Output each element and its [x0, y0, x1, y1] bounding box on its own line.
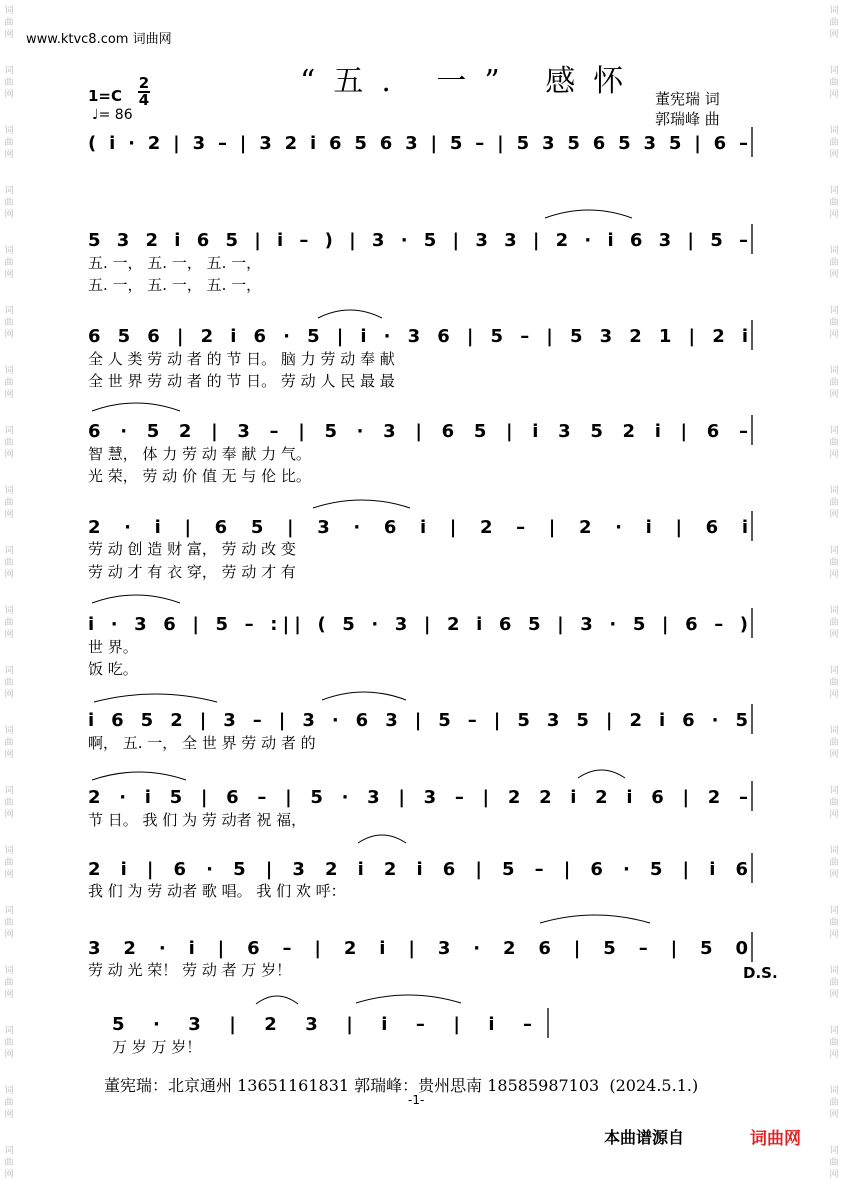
lyric-line: 饭 吃。: [88, 660, 138, 678]
watermark-char: 曲: [829, 558, 839, 568]
watermark-char: 网: [4, 1050, 14, 1060]
lyricist-credit: 董宪瑞 词: [655, 90, 720, 108]
watermark-char: 词: [4, 426, 14, 436]
watermark-char: 词: [829, 966, 839, 976]
slur-arc: [356, 995, 461, 1003]
watermark-char: 曲: [829, 198, 839, 208]
watermark-char: 词: [829, 846, 839, 856]
watermark-char: 网: [4, 90, 14, 100]
lyric-line: 五. 一， 五. 一， 五. 一，: [88, 254, 262, 272]
lyric-line: 我 们 为 劳 动者 歌 唱。 我 们 欢 呼：: [88, 882, 346, 900]
composer-credit: 郭瑞峰 曲: [655, 110, 720, 128]
watermark-char: 曲: [829, 918, 839, 928]
watermark-char: 网: [4, 1170, 14, 1180]
watermark-char: 网: [4, 690, 14, 700]
slur-arc: [313, 500, 410, 508]
watermark-char: 曲: [4, 558, 14, 568]
watermark-char: 网: [829, 330, 839, 340]
notation-row: i · 3 6 | 5 – :|| ( 5 · 3 | 2 i 6 5 | 3 · 5 | 6 – ): [88, 614, 748, 635]
watermark-char: 网: [829, 690, 839, 700]
watermark-char: 词: [4, 1086, 14, 1096]
watermark-char: 曲: [4, 78, 14, 88]
watermark-char: 词: [829, 906, 839, 916]
watermark-char: 网: [829, 930, 839, 940]
slur-arc: [545, 210, 632, 218]
slur-arc: [358, 835, 406, 843]
watermark-char: 词: [829, 306, 839, 316]
watermark-char: 词: [829, 726, 839, 736]
watermark-char: 网: [829, 750, 839, 760]
watermark-char: 词: [4, 966, 14, 976]
watermark-char: 词: [829, 1086, 839, 1096]
watermark-char: 词: [4, 786, 14, 796]
watermark-char: 曲: [829, 138, 839, 148]
lyric-line: 劳 动 创 造 财 富， 劳 动 改 变: [88, 540, 296, 558]
watermark-char: 曲: [4, 1038, 14, 1048]
watermark-char: 词: [4, 126, 14, 136]
watermark-char: 曲: [829, 618, 839, 628]
lyric-line: 全 世 界 劳 动 者 的 节 日。 劳 动 人 民 最 最: [88, 372, 395, 390]
brand-logo-text[interactable]: 词曲网: [750, 1129, 801, 1149]
watermark-char: 曲: [4, 1158, 14, 1168]
slur-arc: [322, 692, 406, 700]
watermark-char: 曲: [829, 678, 839, 688]
slur-arc: [578, 770, 625, 778]
watermark-char: 词: [829, 546, 839, 556]
watermark-char: 网: [829, 1170, 839, 1180]
notation-row: 2 i | 6 · 5 | 3 2 i 2 i 6 | 5 – | 6 · 5 | i 6: [88, 859, 748, 880]
key-signature: 1=C: [88, 87, 123, 105]
watermark-char: 网: [829, 150, 839, 160]
lyric-line: 智 慧， 体 力 劳 动 奉 献 力 气。: [88, 445, 311, 463]
watermark-char: 网: [4, 750, 14, 760]
notation-row: 2 · i 5 | 6 – | 5 · 3 | 3 – | 2 2 i 2 i 6 | 2 –: [88, 787, 748, 808]
watermark-char: 曲: [829, 858, 839, 868]
watermark-char: 曲: [4, 738, 14, 748]
watermark-char: 词: [829, 186, 839, 196]
watermark-char: 网: [829, 810, 839, 820]
watermark-char: 网: [829, 270, 839, 280]
lyric-line: 光 荣， 劳 动 价 值 无 与 伦 比。: [88, 467, 311, 485]
watermark-char: 词: [4, 66, 14, 76]
lyric-line: 节 日。 我 们 为 劳 动者 祝 福，: [88, 811, 307, 829]
watermark-char: 网: [829, 210, 839, 220]
watermark-char: 曲: [829, 798, 839, 808]
watermark-char: 词: [4, 1146, 14, 1156]
watermark-char: 词: [4, 6, 14, 16]
watermark-char: 曲: [829, 318, 839, 328]
watermark-char: 曲: [829, 78, 839, 88]
watermark-char: 曲: [829, 498, 839, 508]
watermark-char: 词: [829, 6, 839, 16]
tempo-mark: ♩= 86: [92, 107, 133, 123]
ds-mark: D.S.: [743, 964, 778, 982]
watermark-char: 网: [4, 930, 14, 940]
notation-row: 3 2 · i | 6 – | 2 i | 3 · 2 6 | 5 – | 5 0: [88, 938, 749, 959]
watermark-char: 网: [829, 450, 839, 460]
lyric-line: 万 岁 万 岁！: [112, 1038, 202, 1056]
watermark-char: 词: [829, 1026, 839, 1036]
slur-arc: [256, 996, 298, 1004]
watermark-char: 曲: [829, 18, 839, 28]
slur-arc: [92, 595, 180, 603]
watermark-char: 词: [4, 846, 14, 856]
watermark-char: 词: [829, 246, 839, 256]
watermark-char: 词: [4, 906, 14, 916]
watermark-char: 词: [829, 66, 839, 76]
watermark-char: 网: [4, 810, 14, 820]
watermark-char: 网: [4, 990, 14, 1000]
watermark-char: 曲: [4, 318, 14, 328]
lyric-line: 世 界。: [88, 638, 138, 656]
watermark-char: 曲: [829, 1158, 839, 1168]
watermark-char: 词: [4, 246, 14, 256]
watermark-char: 曲: [4, 498, 14, 508]
watermark-char: 曲: [4, 378, 14, 388]
watermark-char: 词: [829, 426, 839, 436]
notation-row: 5 · 3 | 2 3 | i – | i –: [112, 1014, 532, 1035]
watermark-char: 词: [4, 606, 14, 616]
watermark-char: 曲: [829, 438, 839, 448]
watermark-char: 词: [829, 366, 839, 376]
lyric-line: 啊， 五. 一， 全 世 界 劳 动 者 的: [88, 734, 316, 752]
watermark-char: 曲: [4, 18, 14, 28]
watermark-char: 网: [4, 30, 14, 40]
watermark-char: 网: [4, 210, 14, 220]
watermark-char: 网: [829, 1110, 839, 1120]
watermark-char: 网: [829, 1050, 839, 1060]
watermark-char: 网: [4, 870, 14, 880]
page-number: -1-: [408, 1093, 425, 1107]
watermark-char: 词: [4, 1026, 14, 1036]
notation-row: i 6 5 2 | 3 – | 3 · 6 3 | 5 – | 5 3 5 | 2 i 6 · 5: [88, 710, 748, 731]
watermark-char: 曲: [4, 618, 14, 628]
notation-row: 6 · 5 2 | 3 – | 5 · 3 | 6 5 | i 3 5 2 i | 6 –: [88, 421, 749, 442]
watermark-char: 词: [4, 486, 14, 496]
watermark-char: 词: [4, 186, 14, 196]
slur-arc: [92, 772, 186, 780]
slur-arc: [92, 403, 180, 411]
time-signature-bottom: 4: [138, 91, 150, 109]
watermark-char: 网: [4, 270, 14, 280]
watermark-char: 网: [829, 30, 839, 40]
lyric-line: 全 人 类 劳 动 者 的 节 日。 脑 力 劳 动 奉 献: [88, 350, 395, 368]
source-label: 本曲谱源自: [604, 1128, 685, 1147]
watermark-char: 网: [829, 510, 839, 520]
watermark-char: 网: [4, 150, 14, 160]
notation-row: 2 · i | 6 5 | 3 · 6 i | 2 – | 2 · i | 6 i: [88, 517, 748, 538]
watermark-char: 曲: [4, 198, 14, 208]
watermark-char: 词: [829, 486, 839, 496]
watermark-char: 网: [4, 630, 14, 640]
notation-row: ( i · 2 | 3 – | 3 2 i 6 5 6 3 | 5 – | 5 3 5 6 5 3 5 | 6 –: [88, 133, 749, 154]
watermark-char: 网: [829, 390, 839, 400]
watermark-char: 词: [4, 306, 14, 316]
watermark-char: 词: [829, 786, 839, 796]
watermark-char: 网: [829, 990, 839, 1000]
watermark-char: 曲: [829, 738, 839, 748]
watermark-char: 曲: [4, 978, 14, 988]
watermark-char: 曲: [4, 858, 14, 868]
watermark-char: 曲: [4, 918, 14, 928]
lyric-line: 五. 一， 五. 一， 五. 一，: [88, 276, 262, 294]
watermark-char: 曲: [829, 1098, 839, 1108]
watermark-char: 词: [829, 666, 839, 676]
song-title: “五. 一” 感怀: [300, 64, 642, 99]
slur-arc: [94, 694, 217, 702]
watermark-char: 曲: [829, 258, 839, 268]
watermark-char: 曲: [4, 138, 14, 148]
lyric-line: 劳 动 才 有 衣 穿， 劳 动 才 有: [88, 563, 296, 581]
slur-arc: [318, 310, 382, 318]
watermark-char: 网: [4, 330, 14, 340]
site-url[interactable]: www.ktvc8.com 词曲网: [26, 32, 172, 47]
slur-arc: [540, 915, 650, 923]
watermark-char: 词: [829, 126, 839, 136]
watermark-char: 词: [829, 606, 839, 616]
watermark-char: 曲: [829, 978, 839, 988]
watermark-char: 词: [4, 726, 14, 736]
watermark-char: 网: [829, 570, 839, 580]
watermark-char: 曲: [4, 438, 14, 448]
watermark-char: 词: [4, 666, 14, 676]
watermark-char: 网: [4, 450, 14, 460]
contact-footer: 董宪瑞：北京通州 13651161831 郭瑞峰：贵州思南 18585987103 (2024.5.1.): [104, 1076, 699, 1095]
watermark-char: 网: [4, 570, 14, 580]
time-signature-top: 2: [138, 74, 150, 92]
watermark-char: 网: [4, 390, 14, 400]
notation-row: 6 5 6 | 2 i 6 · 5 | i · 3 6 | 5 – | 5 3 2 1 | 2 i: [88, 326, 749, 347]
watermark-char: 曲: [4, 798, 14, 808]
watermark-char: 网: [829, 630, 839, 640]
watermark-char: 网: [829, 90, 839, 100]
watermark-char: 曲: [4, 1098, 14, 1108]
notation-row: 5 3 2 i 6 5 | i – ) | 3 · 5 | 3 3 | 2 · i 6 3 | 5 –: [88, 230, 748, 251]
watermark-char: 曲: [4, 258, 14, 268]
watermark-char: 词: [829, 1146, 839, 1156]
lyric-line: 劳 动 光 荣！ 劳 动 者 万 岁！: [88, 961, 292, 979]
watermark-char: 曲: [829, 1038, 839, 1048]
watermark-char: 曲: [829, 378, 839, 388]
watermark-char: 词: [4, 366, 14, 376]
watermark-char: 网: [4, 510, 14, 520]
watermark-char: 曲: [4, 678, 14, 688]
watermark-char: 网: [4, 1110, 14, 1120]
watermark-char: 词: [4, 546, 14, 556]
watermark-char: 网: [829, 870, 839, 880]
